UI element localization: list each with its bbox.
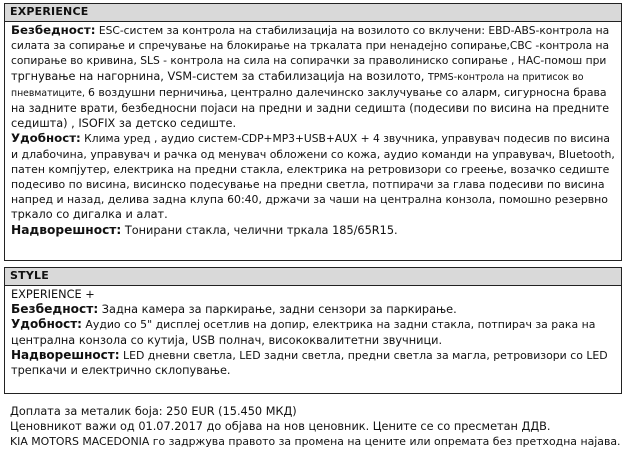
experience-safety-line-4 [11,69,615,85]
style-safety-text: Задна камера за паркирање, задни сензори за паркирање. [98,303,457,317]
experience-section [4,3,622,261]
experience-comfort-label: Удобност: [11,131,81,146]
experience-comfort-text-3: патен компјутер, електрика на предни стакла, електрика на ретровизори со греење, возачко седиште [11,162,610,176]
experience-safety-text-5: 6 воздушни перничиња, централно далечинско заклучување со аларм, сигурносна брава [87,85,607,99]
experience-comfort-text-6: тркало со дигалка и алат. [11,208,168,222]
style-base-trim: EXPERIENCE + [11,288,95,301]
style-comfort-text-2: централна конзола со кутија, USB полнач, висококвалитетни звучници. [11,333,443,347]
experience-comfort-text-4: подесиво по висина, висинско подесување на предни светла, потпирачи за глава подесиви по висина [11,178,605,192]
style-title: STYLE [5,268,621,286]
experience-safety-tyres: пневматиците, [11,87,88,99]
experience-comfort-text-5: напред и назад, делива задна клупа 60:40, држачи за чаши на централна конзола, помошно резервно [11,193,608,207]
style-exterior-text-1: LED дневни светла, LED задни светла, предни светла за магла, ретровизори со LED [119,348,608,362]
style-body [5,286,621,380]
style-exterior-label: Надворешност: [11,347,120,362]
experience-comfort-text-2: и длабочина, управувач и рачка од менувач обложени со кожа, аудио команди на управувач, Bluetooth, [11,147,615,161]
experience-safety-text-7: седишта) , ISOFIX за детско седиште. [11,117,237,131]
experience-safety-text-1: ESC-систем за контрола на стабилизација на возилото со вклучени: EBD-ABS-контрола на [95,24,610,37]
experience-title: EXPERIENCE [5,4,621,22]
style-comfort-line [11,317,615,332]
experience-safety-text-4: тргнување на нагорнина, VSM-систем за стабилизација на возилото, [11,69,428,83]
price-list-validity: Ценовникот важи од 01.07.2017 до објава на нов ценовник. Цените се со пресметан ДДВ. [10,420,551,433]
style-exterior-text-2: трепкачи и електрично склопување. [11,364,231,378]
experience-safety-label: Безбедност: [11,23,96,37]
experience-exterior-label: Надворешност: [11,222,122,237]
experience-safety-text-2: силата за сопирање и спречување на блокирање на тркалата при ненадејно сопирање,CBC -контрола на [11,39,610,53]
experience-safety-line [11,23,615,38]
style-comfort-label: Удобност: [11,317,82,332]
experience-safety-line-5 [11,85,615,101]
disclaimer: KIA MOTORS MACEDONIA го задржува правото за промена на цените или опремата без претходна најава. [10,435,621,448]
style-exterior-line [11,348,615,363]
style-comfort-text-1: Аудио со 5" дисплеј осетлив на допир, електрика на задни стакла, потпирач за рака на [81,318,596,332]
price-notes [10,404,622,449]
experience-exterior-line [11,223,615,238]
experience-safety-text-6: на задните врати, безбедносни појаси на предни и задни седишта (подесиви по висина на предните [11,102,610,116]
style-safety-line [11,302,615,317]
experience-body [5,22,621,240]
style-safety-label: Безбедност: [11,302,99,317]
experience-exterior-text: Тонирани стакла, челични тркала 185/65R15. [121,223,398,237]
experience-comfort-line [11,131,615,146]
metallic-paint-surcharge: Доплата за металик боја: 250 EUR (15.450 МКД) [10,405,297,418]
style-section [4,267,622,394]
experience-safety-tpms: TPMS-контрола на притисок во [427,71,584,83]
experience-comfort-text-1: Клима уред , аудио систем-CDP+MP3+USB+AUX + 4 звучника, управувач подесив по висина [80,132,610,146]
experience-safety-text-3: сопирање во кривина, SLS - контрола на сила на сопирачки за праволиниско сопирање , HAC-помош при [11,54,607,68]
